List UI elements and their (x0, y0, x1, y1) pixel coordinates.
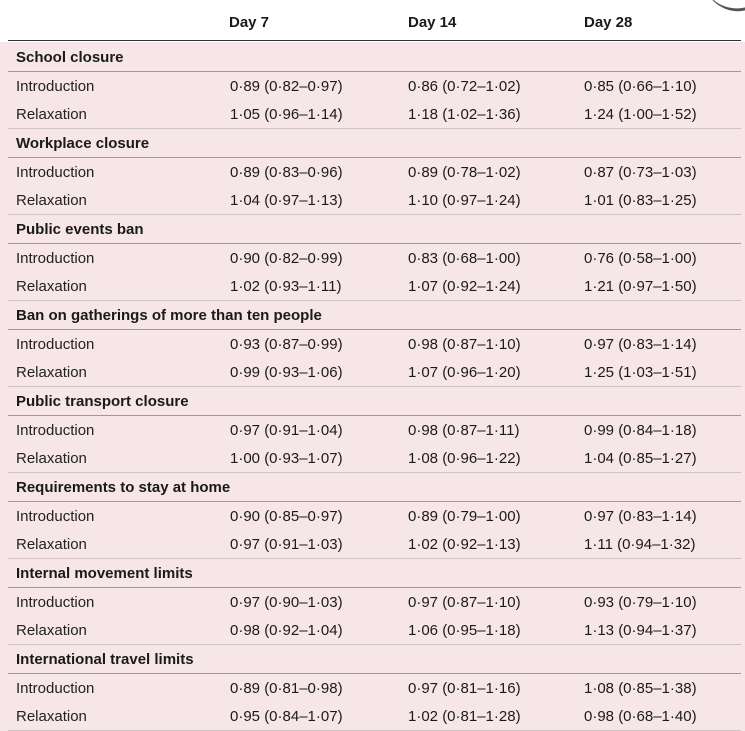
group-header-row (8, 215, 741, 244)
cell-day14: 0·98 (0·87–1·10) (408, 335, 521, 353)
table-row (8, 72, 741, 101)
cell-day28: 0·97 (0·83–1·14) (584, 335, 697, 353)
page-curl-decoration (700, 0, 745, 18)
table-row (8, 416, 741, 445)
column-header-day28: Day 28 (584, 14, 633, 31)
row-label: Relaxation (8, 100, 230, 129)
cell-day7: 0·90 (0·85–0·97) (230, 507, 343, 525)
group-header-row (8, 43, 741, 72)
group-title: Internal movement limits (8, 559, 741, 588)
cell-day14: 0·89 (0·79–1·00) (408, 507, 521, 525)
cell-day28: 1·11 (0·94–1·32) (584, 530, 741, 559)
table-row (8, 186, 741, 215)
cell-day28: 1·01 (0·83–1·25) (584, 186, 741, 215)
cell-day14: 1·02 (0·92–1·13) (408, 530, 584, 559)
cell-day14: 0·83 (0·68–1·00) (408, 249, 521, 267)
row-label: Relaxation (8, 530, 230, 559)
table-row (8, 272, 741, 301)
column-header-day7: Day 7 (229, 14, 270, 31)
cell-day7: 0·98 (0·92–1·04) (230, 616, 408, 645)
cell-day7: 0·99 (0·93–1·06) (230, 358, 408, 387)
row-label: Introduction (16, 507, 95, 525)
row-label: Introduction (16, 593, 95, 611)
group-title: Workplace closure (8, 129, 741, 158)
row-label: Relaxation (8, 616, 230, 645)
cell-day7: 1·05 (0·96–1·14) (230, 100, 408, 129)
cell-day28: 1·24 (1·00–1·52) (584, 100, 741, 129)
group-title: Requirements to stay at home (8, 473, 741, 502)
row-label: Introduction (16, 421, 95, 439)
cell-day14: 1·18 (1·02–1·36) (408, 100, 584, 129)
data-table (8, 43, 741, 731)
table-row (8, 588, 741, 617)
row-label: Introduction (16, 335, 95, 353)
group-header-row (8, 645, 741, 674)
group-title: Public events ban (8, 215, 741, 244)
cell-day14: 1·06 (0·95–1·18) (408, 616, 584, 645)
row-label: Relaxation (8, 186, 230, 215)
cell-day7: 1·00 (0·93–1·07) (230, 444, 408, 473)
cell-day28: 0·97 (0·83–1·14) (584, 507, 697, 525)
cell-day14: 0·89 (0·78–1·02) (408, 163, 521, 181)
table-row (8, 502, 741, 531)
cell-day14: 1·02 (0·81–1·28) (408, 702, 584, 731)
cell-day7: 0·97 (0·91–1·04) (230, 421, 343, 439)
group-title: International travel limits (8, 645, 741, 674)
cell-day28: 1·08 (0·85–1·38) (584, 679, 697, 697)
row-label: Introduction (16, 249, 95, 267)
cell-day7: 0·97 (0·90–1·03) (230, 593, 343, 611)
row-label: Relaxation (8, 272, 230, 301)
table-row (8, 330, 741, 359)
table-row (8, 530, 741, 559)
group-header-row (8, 387, 741, 416)
cell-day28: 0·76 (0·58–1·00) (584, 249, 697, 267)
cell-day7: 0·95 (0·84–1·07) (230, 702, 408, 731)
group-header-row (8, 559, 741, 588)
row-label: Introduction (16, 163, 95, 181)
row-label: Introduction (16, 679, 95, 697)
table-row (8, 702, 741, 731)
row-label: Relaxation (8, 358, 230, 387)
table-row (8, 616, 741, 645)
table-row (8, 158, 741, 187)
cell-day7: 0·97 (0·91–1·03) (230, 530, 408, 559)
row-label: Relaxation (8, 702, 230, 731)
cell-day28: 1·21 (0·97–1·50) (584, 272, 741, 301)
group-title: Public transport closure (8, 387, 741, 416)
cell-day28: 0·99 (0·84–1·18) (584, 421, 697, 439)
cell-day7: 0·89 (0·81–0·98) (230, 679, 343, 697)
table-row (8, 100, 741, 129)
group-header-row (8, 301, 741, 330)
table-row (8, 358, 741, 387)
cell-day7: 1·02 (0·93–1·11) (230, 272, 408, 301)
cell-day28: 1·25 (1·03–1·51) (584, 358, 741, 387)
cell-day28: 1·04 (0·85–1·27) (584, 444, 741, 473)
cell-day28: 0·85 (0·66–1·10) (584, 77, 697, 95)
cell-day7: 0·90 (0·82–0·99) (230, 249, 343, 267)
table-row (8, 674, 741, 703)
table-row (8, 244, 741, 273)
cell-day14: 1·07 (0·96–1·20) (408, 358, 584, 387)
cell-day28: 0·93 (0·79–1·10) (584, 593, 697, 611)
cell-day28: 0·98 (0·68–1·40) (584, 702, 741, 731)
table-header (0, 0, 745, 42)
cell-day14: 0·97 (0·87–1·10) (408, 593, 521, 611)
cell-day14: 1·10 (0·97–1·24) (408, 186, 584, 215)
row-label: Introduction (16, 77, 95, 95)
cell-day28: 1·13 (0·94–1·37) (584, 616, 741, 645)
cell-day7: 0·93 (0·87–0·99) (230, 335, 343, 353)
cell-day7: 0·89 (0·82–0·97) (230, 77, 343, 95)
cell-day14: 1·08 (0·96–1·22) (408, 444, 584, 473)
table-row (8, 444, 741, 473)
cell-day14: 0·98 (0·87–1·11) (408, 421, 520, 439)
cell-day28: 0·87 (0·73–1·03) (584, 163, 697, 181)
cell-day14: 0·86 (0·72–1·02) (408, 77, 521, 95)
cell-day7: 1·04 (0·97–1·13) (230, 186, 408, 215)
header-divider (8, 40, 741, 41)
cell-day14: 1·07 (0·92–1·24) (408, 272, 584, 301)
column-header-day14: Day 14 (408, 14, 457, 31)
cell-day14: 0·97 (0·81–1·16) (408, 679, 521, 697)
group-header-row (8, 473, 741, 502)
cell-day7: 0·89 (0·83–0·96) (230, 163, 343, 181)
group-header-row (8, 129, 741, 158)
group-title: Ban on gatherings of more than ten people (8, 301, 741, 330)
group-title: School closure (8, 43, 741, 72)
row-label: Relaxation (8, 444, 230, 473)
